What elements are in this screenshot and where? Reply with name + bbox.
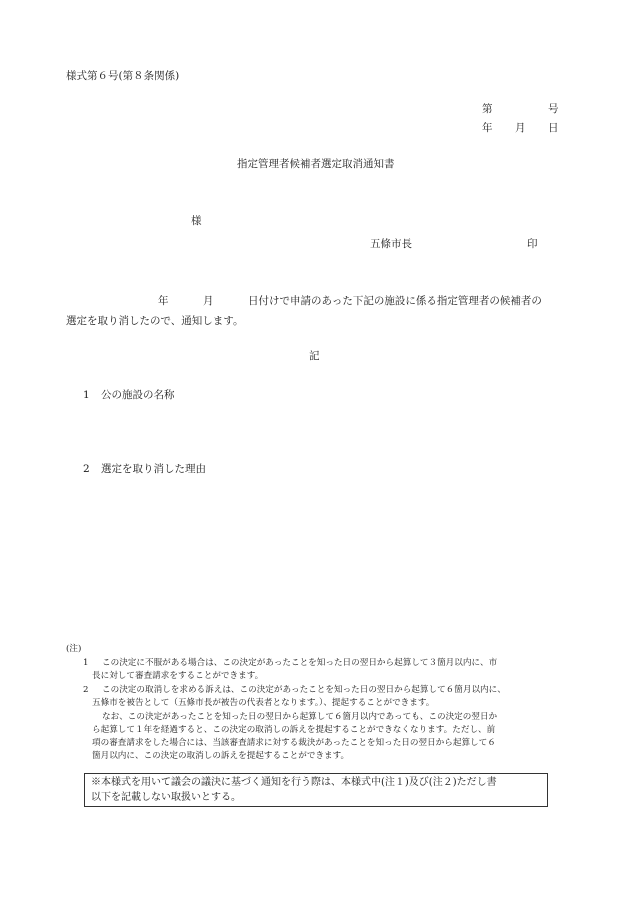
note-2-line6: 箇月以内に、この決定の取消しの訴えを提起することができます。 (92, 751, 350, 761)
date-month: 月 (515, 122, 526, 134)
body-line1: 日付けで申請のあった下記の施設に係る指定管理者の候補者の (248, 295, 542, 307)
body-line2: 選定を取り消したので、通知します。 (66, 315, 244, 327)
form-id: 様式第６号(第８条関係) (66, 70, 180, 82)
body-date-month: 月 (203, 295, 214, 307)
item-1-label: 公の施設の名称 (101, 389, 175, 401)
note-2-line3: なお、この決定があったことを知った日の翌日から起算して６箇月以内であっても、この決定の翌日か (102, 712, 498, 722)
note-2-line2: 五條市を被告として（五條市長が被告の代表者となります。）、提起することができます。 (92, 698, 435, 708)
note-1-line1: この決定に不服がある場合は、この決定があったことを知った日の翌日から起算して３箇月以内に、市 (102, 658, 498, 668)
note-1-line2: 長に対して審査請求をすることができます。 (92, 671, 264, 681)
note-2-line1: この決定の取消しを求める訴えは、この決定があったことを知った日の翌日から起算して６箇月以内に、 (102, 685, 506, 695)
note-2-number: 2 (83, 685, 89, 695)
number-dai: 第 (482, 103, 493, 115)
date-day: 日 (548, 122, 559, 134)
item-1-number: 1 (83, 389, 90, 401)
notes-heading: (注) (66, 644, 82, 654)
ki-heading: 記 (309, 350, 320, 362)
sender-name: 五條市長 (370, 238, 412, 250)
document-title: 指定管理者候補者選定取消通知書 (237, 158, 395, 170)
body-date-year: 年 (158, 295, 169, 307)
item-2-label: 選定を取り消した理由 (101, 463, 206, 475)
seal-mark: 印 (527, 238, 538, 250)
boxed-note-line2: 以下を記載しない取扱いとする。 (91, 792, 241, 803)
note-1-number: 1 (83, 658, 89, 668)
note-2-line5: 項の審査請求をした場合には、当該審査請求に対する裁決があったことを知った日の翌日から起算して６ (92, 738, 496, 748)
number-go: 号 (548, 103, 559, 115)
boxed-note-line1: ※本様式を用いて議会の議決に基づく通知を行う際は、本様式中(注１)及び(注２)ただし書 (91, 777, 497, 788)
item-2-number: 2 (83, 463, 90, 475)
date-year: 年 (482, 122, 493, 134)
note-2-line4: ら起算して１年を経過すると、この決定の取消しの訴えを提起することができなくなります。ただし、前 (92, 725, 496, 735)
addressee-sama: 様 (191, 215, 202, 227)
